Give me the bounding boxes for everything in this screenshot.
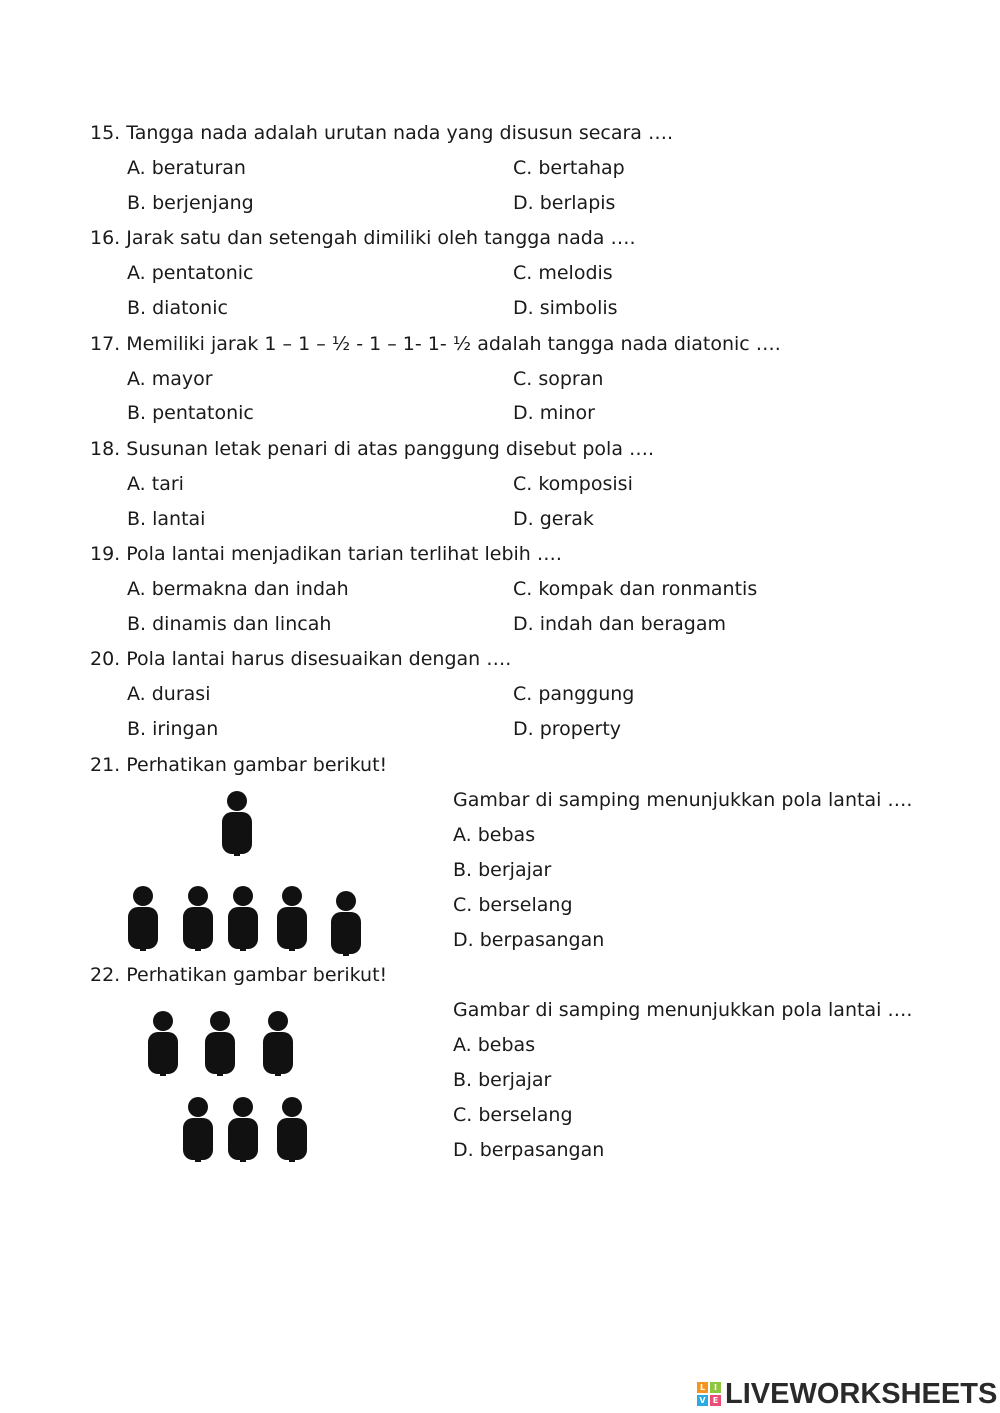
dancer-icon	[274, 1096, 310, 1166]
dancer-icon	[202, 1010, 238, 1080]
option-b[interactable]: B. pentatonic	[127, 402, 254, 424]
option-c[interactable]: C. sopran	[513, 368, 604, 390]
option-b[interactable]: B. berjenjang	[127, 192, 254, 214]
option-d[interactable]: D. berlapis	[513, 192, 616, 214]
option-a[interactable]: A. durasi	[127, 683, 211, 705]
question-stem: 15. Tangga nada adalah urutan nada yang disusun secara ….	[90, 122, 674, 144]
logo-letter-e: E	[710, 1395, 721, 1406]
dancer-icon	[260, 1010, 296, 1080]
option-a[interactable]: A. bermakna dan indah	[127, 578, 349, 600]
option-a[interactable]: A. bebas	[453, 824, 536, 846]
dancer-icon	[125, 885, 161, 955]
question-stem: 21. Perhatikan gambar berikut!	[90, 754, 388, 776]
option-c[interactable]: C. berselang	[453, 1104, 573, 1126]
liveworksheets-logo[interactable]	[697, 1378, 997, 1410]
option-c[interactable]: C. komposisi	[513, 473, 633, 495]
option-a[interactable]: A. pentatonic	[127, 262, 254, 284]
question-stem: 18. Susunan letak penari di atas panggung disebut pola ….	[90, 438, 655, 460]
dancer-icon	[328, 890, 364, 960]
question-stem: 19. Pola lantai menjadikan tarian terlihat lebih ….	[90, 543, 562, 565]
dancer-icon	[219, 790, 255, 860]
logo-letter-l: L	[697, 1382, 708, 1393]
dancer-icon	[145, 1010, 181, 1080]
logo-letter-i: I	[710, 1382, 721, 1393]
question-stem: 22. Perhatikan gambar berikut!	[90, 964, 388, 986]
dancer-icon	[225, 885, 261, 955]
question-stem: 16. Jarak satu dan setengah dimiliki oleh tangga nada ….	[90, 227, 636, 249]
option-c[interactable]: C. berselang	[453, 894, 573, 916]
option-b[interactable]: B. diatonic	[127, 297, 228, 319]
option-c[interactable]: C. bertahap	[513, 157, 625, 179]
logo-mark-icon	[697, 1382, 721, 1406]
logo-letter-v: V	[697, 1395, 708, 1406]
option-d[interactable]: D. property	[513, 718, 622, 740]
question-stem: 20. Pola lantai harus disesuaikan dengan ….	[90, 648, 512, 670]
option-b[interactable]: B. lantai	[127, 508, 206, 530]
dancer-icon	[180, 1096, 216, 1166]
option-d[interactable]: D. minor	[513, 402, 595, 424]
option-a[interactable]: A. beraturan	[127, 157, 246, 179]
option-a[interactable]: A. mayor	[127, 368, 213, 390]
option-a[interactable]: A. bebas	[453, 1034, 536, 1056]
option-b[interactable]: B. berjajar	[453, 1069, 552, 1091]
option-b[interactable]: B. dinamis dan lincah	[127, 613, 332, 635]
question-prompt: Gambar di samping menunjukkan pola lantai ….	[453, 789, 913, 811]
option-b[interactable]: B. berjajar	[453, 859, 552, 881]
question-prompt: Gambar di samping menunjukkan pola lantai ….	[453, 999, 913, 1021]
question-stem: 17. Memiliki jarak 1 – 1 – ½ - 1 – 1- 1- ½ adalah tangga nada diatonic ….	[90, 333, 781, 355]
dancer-icon	[225, 1096, 261, 1166]
option-c[interactable]: C. panggung	[513, 683, 635, 705]
dancer-icon	[180, 885, 216, 955]
option-b[interactable]: B. iringan	[127, 718, 219, 740]
option-d[interactable]: D. indah dan beragam	[513, 613, 727, 635]
option-d[interactable]: D. gerak	[513, 508, 594, 530]
option-d[interactable]: D. simbolis	[513, 297, 618, 319]
option-c[interactable]: C. kompak dan ronmantis	[513, 578, 758, 600]
option-d[interactable]: D. berpasangan	[453, 929, 605, 951]
option-d[interactable]: D. berpasangan	[453, 1139, 605, 1161]
option-c[interactable]: C. melodis	[513, 262, 613, 284]
dancer-icon	[274, 885, 310, 955]
option-a[interactable]: A. tari	[127, 473, 184, 495]
logo-wordmark: LIVEWORKSHEETS	[725, 1377, 998, 1410]
